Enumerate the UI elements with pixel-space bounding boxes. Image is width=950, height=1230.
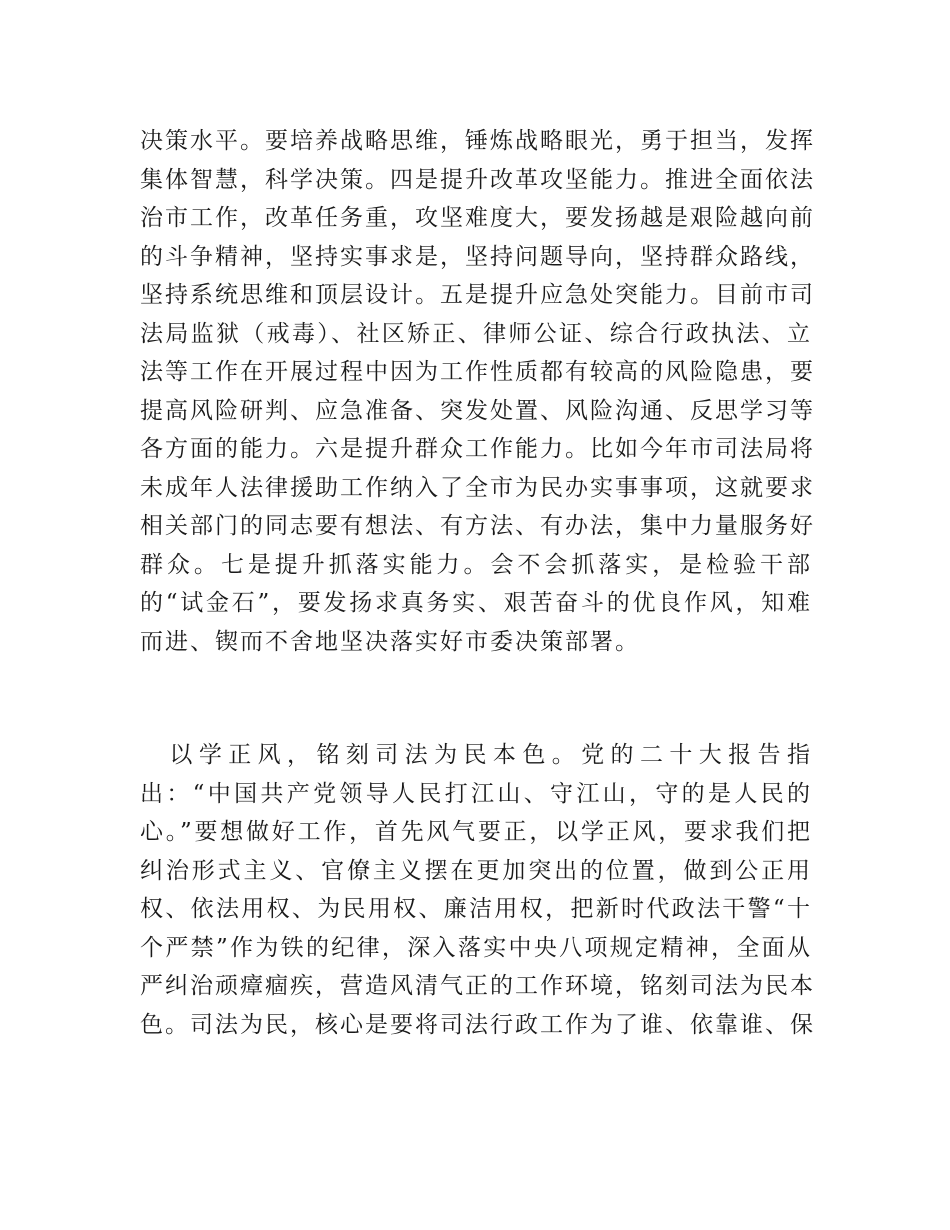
text-line: 法局监狱（戒毒）、社区矫正、律师公证、综合行政执法、立 — [140, 320, 812, 347]
text-line: 群众。七是提升抓落实能力。会不会抓落实，是检验干部 — [140, 551, 812, 578]
text-line: 的“试金石”，要发扬求真务实、艰苦奋斗的优良作风，知难 — [140, 590, 812, 616]
text-line: 而进、锲而不舍地坚决落实好市委决策部署。 — [140, 628, 640, 655]
text-line: 以学正风，铭刻司法为民本色。党的二十大报告指 — [140, 742, 812, 768]
text-line: 的斗争精神，坚持实事求是，坚持问题导向，坚持群众路线， — [140, 243, 815, 270]
text-line: 出：“中国共产党领导人民打江山、守江山，守的是人民的 — [140, 780, 812, 807]
text-line: 相关部门的同志要有想法、有方法、有办法，集中力量服务好 — [140, 513, 815, 539]
text-line: 严纠治顽瘴痼疾，营造风清气正的工作环境，铭刻司法为民本 — [140, 973, 815, 999]
text-line: 个严禁”作为铁的纪律，深入落实中央八项规定精神，全面从 — [140, 934, 812, 961]
paragraph-rectify-style — [140, 736, 815, 1044]
paragraph-capability-building — [140, 122, 815, 661]
text-line: 心。”要想做好工作，首先风气要正，以学正风，要求我们把 — [140, 819, 812, 845]
text-line: 提高风险研判、应急准备、突发处置、风险沟通、反思学习等 — [140, 397, 815, 424]
text-line: 各方面的能力。六是提升群众工作能力。比如今年市司法局将 — [140, 436, 815, 462]
text-line: 坚持系统思维和顶层设计。五是提升应急处突能力。目前市司 — [140, 282, 815, 308]
text-line: 色。司法为民，核心是要将司法行政工作为了谁、依靠谁、保 — [140, 1011, 815, 1038]
text-line: 未成年人法律援助工作纳入了全市为民办实事事项，这就要求 — [140, 474, 815, 501]
text-line: 治市工作，改革任务重，攻坚难度大，要发扬越是艰险越向前 — [140, 205, 815, 231]
text-line: 法等工作在开展过程中因为工作性质都有较高的风险隐患，要 — [140, 359, 815, 385]
text-line: 决策水平。要培养战略思维，锤炼战略眼光，勇于担当，发挥 — [140, 128, 815, 154]
text-line: 权、依法用权、为民用权、廉洁用权，把新时代政法干警“十 — [140, 896, 812, 922]
text-line: 集体智慧，科学决策。四是提升改革攻坚能力。推进全面依法 — [140, 166, 815, 193]
text-line: 纠治形式主义、官僚主义摆在更加突出的位置，做到公正用 — [140, 857, 812, 884]
